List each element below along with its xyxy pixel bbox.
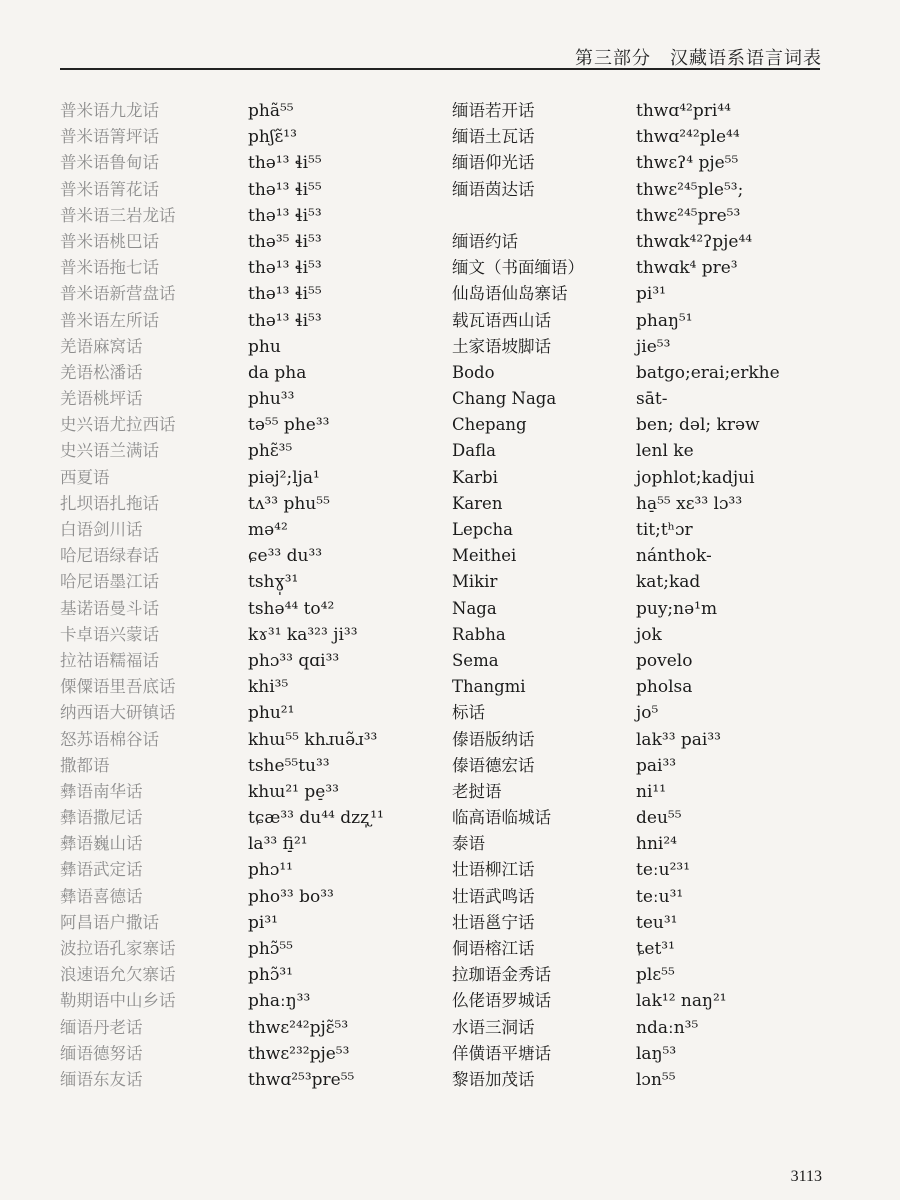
language-name-col_a-13: 史兴语尤拉西话 xyxy=(60,415,176,435)
language-name-col_c-33: 侗语榕江话 xyxy=(452,939,535,958)
word-form-col_b-25: khɯ⁵⁵ khɹuə̃ɹ³³ xyxy=(248,729,378,750)
word-form-col_d-27: ni¹¹ xyxy=(636,781,667,802)
word-form-col_d-13: ben; dəl; krəw xyxy=(636,415,760,436)
language-name-col_a-32: 阿昌语户撒话 xyxy=(60,912,159,932)
word-form-col_d-25: lak³³ pai³³ xyxy=(636,729,721,750)
language-name-col_a-11: 羌语松潘话 xyxy=(60,362,143,382)
word-form-col_d-11: batgo;erai;erkhe xyxy=(636,362,780,383)
language-name-col_a-38: 缅语东友话 xyxy=(60,1069,143,1089)
language-name-col_c-22: Sema xyxy=(452,650,499,670)
word-form-col_b-31: pho³³ bo³³ xyxy=(248,886,334,907)
language-name-col_c-16: Karen xyxy=(452,493,503,513)
word-form-col_d-19: kat;kad xyxy=(636,572,701,593)
language-name-col_a-37: 缅语德努话 xyxy=(60,1043,143,1063)
word-form-col_d-21: jok xyxy=(636,624,662,645)
language-name-col_a-23: 傈僳语里吾底话 xyxy=(60,677,176,697)
language-name-col_a-27: 彝语南华话 xyxy=(60,781,143,801)
word-form-col_d-5: thwɛ²⁴⁵pre⁵³ xyxy=(636,205,741,226)
word-form-col_b-38: thwɑ²⁵³pre⁵⁵ xyxy=(248,1069,355,1090)
language-name-col_c-36: 水语三洞话 xyxy=(452,1017,535,1037)
language-name-col_a-9: 普米语左所话 xyxy=(60,310,159,330)
word-form-col_b-18: ɕe³³ du³³ xyxy=(248,546,323,567)
word-form-col_d-23: pholsa xyxy=(636,677,693,698)
word-form-col_d-3: thwɛʔ⁴ pje⁵⁵ xyxy=(636,153,739,174)
language-name-col_a-22: 拉祜语糯福话 xyxy=(60,650,159,670)
language-name-col_a-4: 普米语箐花话 xyxy=(60,179,159,199)
language-name-col_a-25: 怒苏语棉谷话 xyxy=(60,729,159,749)
language-name-col_a-15: 西夏语 xyxy=(60,467,110,487)
language-name-col_a-5: 普米语三岩龙话 xyxy=(60,205,176,225)
language-name-col_c-26: 傣语德宏话 xyxy=(452,755,535,775)
word-form-col_b-27: khɯ²¹ pe̠³³ xyxy=(248,781,339,802)
language-name-col_a-31: 彝语喜德话 xyxy=(60,886,143,906)
language-name-col_a-28: 彝语撒尼话 xyxy=(60,808,143,828)
word-form-col_d-32: teu³¹ xyxy=(636,912,678,933)
word-form-col_d-15: jophlot;kadjui xyxy=(636,467,755,488)
word-form-col_b-11: da pha xyxy=(248,362,307,383)
word-form-col_b-30: phɔ¹¹ xyxy=(248,860,293,881)
word-form-col_d-34: plɛ⁵⁵ xyxy=(636,965,675,986)
word-form-col_b-16: tʌ³³ phu⁵⁵ xyxy=(248,493,330,514)
language-name-col_c-17: Lepcha xyxy=(452,520,513,539)
word-form-col_d-10: jie⁵³ xyxy=(636,336,671,357)
language-name-col_c-25: 傣语版纳话 xyxy=(452,729,535,749)
language-name-col_a-36: 缅语丹老话 xyxy=(60,1017,143,1037)
word-form-col_b-4: thə¹³ ɬi⁵⁵ xyxy=(248,179,322,200)
language-name-col_c-13: Chepang xyxy=(452,415,527,435)
language-name-col_c-11: Bodo xyxy=(452,362,495,382)
language-name-col_a-35: 勒期语中山乡话 xyxy=(60,991,176,1011)
word-form-col_b-29: la³³ fi̠²¹ xyxy=(248,834,308,855)
word-form-col_b-12: phu³³ xyxy=(248,389,295,410)
language-name-col_c-10: 土家语坡脚话 xyxy=(452,336,551,356)
language-name-col_c-35: 仫佬语罗城话 xyxy=(452,991,551,1011)
word-form-col_d-6: thwɑk⁴²ʔpje⁴⁴ xyxy=(636,231,753,252)
word-form-col_d-31: teːu³¹ xyxy=(636,886,684,907)
language-name-col_c-7: 缅文（书面缅语） xyxy=(452,258,584,278)
language-name-col_c-20: Naga xyxy=(452,598,497,618)
column-forms-left xyxy=(248,98,438,1093)
word-form-col_b-21: kɤ³¹ ka³²³ ji³³ xyxy=(248,624,358,645)
language-name-col_c-8: 仙岛语仙岛寨话 xyxy=(452,284,568,304)
word-form-col_b-19: tshɣ̩³¹ xyxy=(248,572,299,593)
word-form-col_d-18: nánthok- xyxy=(636,546,712,567)
language-name-col_c-4: 缅语茵达话 xyxy=(452,179,535,199)
word-form-col_d-29: hni²⁴ xyxy=(636,834,677,855)
word-form-col_b-15: piəj²;lja¹ xyxy=(248,467,320,488)
language-name-col_c-5 xyxy=(452,203,622,229)
word-form-col_d-1: thwɑ⁴²pri⁴⁴ xyxy=(636,101,731,121)
word-form-col_b-1: phã⁵⁵ xyxy=(248,101,294,121)
word-form-col_b-33: phɔ̃⁵⁵ xyxy=(248,939,293,959)
language-name-col_c-21: Rabha xyxy=(452,624,506,644)
language-name-col_a-34: 浪速语允欠寨话 xyxy=(60,965,176,985)
page-number: 3113 xyxy=(790,1168,822,1185)
language-name-col_c-24: 标话 xyxy=(452,703,485,723)
language-name-col_c-6: 缅语约话 xyxy=(452,231,518,251)
word-form-col_b-5: thə¹³ ɬi⁵³ xyxy=(248,205,322,226)
word-form-col_d-9: phaŋ⁵¹ xyxy=(636,310,693,331)
word-form-col_b-28: tɕæ³³ du⁴⁴ dzʐ̩¹¹ xyxy=(248,808,384,829)
language-name-col_c-32: 壮语邕宁话 xyxy=(452,912,535,932)
word-form-col_d-4: thwɛ²⁴⁵ple⁵³; xyxy=(636,179,744,200)
word-form-col_d-16: ha̠⁵⁵ xɛ³³ lɔ³³ xyxy=(636,493,743,514)
word-form-col_b-22: phɔ³³ qɑi³³ xyxy=(248,650,340,671)
word-form-col_b-9: thə¹³ ɬi⁵³ xyxy=(248,310,322,331)
word-form-col_d-36: ndaːn³⁵ xyxy=(636,1017,699,1038)
language-name-col_c-38: 黎语加茂话 xyxy=(452,1069,535,1089)
word-form-col_b-7: thə¹³ ɬi⁵³ xyxy=(248,258,322,279)
language-name-col_c-1: 缅语若开话 xyxy=(452,101,535,120)
language-name-col_c-30: 壮语柳江话 xyxy=(452,860,535,880)
word-form-col_b-10: phu xyxy=(248,336,281,357)
language-name-col_a-12: 羌语桃坪话 xyxy=(60,389,143,409)
language-name-col_c-27: 老挝语 xyxy=(452,781,502,801)
language-name-col_c-19: Mikir xyxy=(452,572,498,592)
language-name-col_a-26: 撒都语 xyxy=(60,755,110,775)
word-form-col_b-26: tshe⁵⁵tu³³ xyxy=(248,755,330,776)
language-name-col_c-9: 载瓦语西山话 xyxy=(452,310,551,330)
word-form-col_d-17: tit;tʰɔr xyxy=(636,520,693,540)
language-name-col_a-10: 羌语麻窝话 xyxy=(60,336,143,356)
column-language-names-left xyxy=(60,98,240,1093)
word-form-col_b-32: pi³¹ xyxy=(248,912,278,933)
language-name-col_a-21: 卡卓语兴蒙话 xyxy=(60,624,159,644)
language-name-col_a-16: 扎坝语扎拖话 xyxy=(60,493,159,513)
word-form-col_d-37: laŋ⁵³ xyxy=(636,1043,677,1064)
language-name-col_a-33: 波拉语孔家寨话 xyxy=(60,939,176,958)
word-form-col_b-20: tshə⁴⁴ to⁴² xyxy=(248,598,335,619)
running-header: 第三部分 汉藏语系语言词表 xyxy=(575,48,822,69)
language-name-col_a-29: 彝语巍山话 xyxy=(60,834,143,854)
language-name-col_c-23: Thangmi xyxy=(452,677,526,697)
word-form-col_b-24: phu²¹ xyxy=(248,703,295,724)
language-name-col_a-18: 哈尼语绿春话 xyxy=(60,546,159,566)
word-form-col_d-24: jo⁵ xyxy=(636,703,659,724)
word-form-col_b-34: phɔ̃³¹ xyxy=(248,965,293,986)
language-name-col_c-28: 临高语临城话 xyxy=(452,808,551,828)
word-form-col_b-13: tə⁵⁵ phe³³ xyxy=(248,415,330,436)
word-form-col_b-23: khi³⁵ xyxy=(248,677,289,698)
language-name-col_c-12: Chang Naga xyxy=(452,389,557,409)
language-name-col_c-18: Meithei xyxy=(452,546,517,566)
language-name-col_c-2: 缅语土瓦话 xyxy=(452,127,535,147)
language-name-col_a-19: 哈尼语墨江话 xyxy=(60,572,159,592)
word-form-col_b-37: thwɛ²³²pje⁵³ xyxy=(248,1043,350,1064)
language-name-col_a-2: 普米语箐坪话 xyxy=(60,127,159,147)
language-name-col_c-34: 拉珈语金秀话 xyxy=(452,965,551,985)
word-form-col_d-22: povelo xyxy=(636,650,693,671)
column-forms-right xyxy=(636,98,836,1093)
language-name-col_c-3: 缅语仰光话 xyxy=(452,153,535,173)
language-name-col_a-20: 基诺语曼斗话 xyxy=(60,598,159,618)
language-name-col_a-24: 纳西语大研镇话 xyxy=(60,703,176,723)
word-form-col_b-36: thwɛ²⁴²pjɛ̃⁵³ xyxy=(248,1017,349,1038)
language-name-col_c-14: Dafla xyxy=(452,441,496,461)
word-form-col_d-2: thwɑ²⁴²ple⁴⁴ xyxy=(636,127,740,148)
word-form-col_b-17: mə⁴² xyxy=(248,520,288,540)
language-name-col_a-8: 普米语新营盘话 xyxy=(60,284,176,304)
word-form-col_d-33: ȶet³¹ xyxy=(636,939,675,959)
language-name-col_a-17: 白语剑川话 xyxy=(60,520,143,539)
word-form-col_d-7: thwɑk⁴ pre³ xyxy=(636,258,738,279)
language-name-col_a-3: 普米语鲁甸话 xyxy=(60,153,159,173)
header-rule xyxy=(60,68,820,70)
language-name-col_a-7: 普米语拖七话 xyxy=(60,258,159,278)
column-language-names-right xyxy=(452,98,622,1093)
word-form-col_b-2: phʃɛ̃¹³ xyxy=(248,127,297,148)
word-form-col_b-6: thə³⁵ ɬi⁵³ xyxy=(248,231,322,252)
word-form-col_d-14: lenl ke xyxy=(636,441,694,462)
word-form-col_d-35: lak¹² naŋ²¹ xyxy=(636,991,727,1012)
language-name-col_a-30: 彝语武定话 xyxy=(60,860,143,880)
word-form-col_d-30: teːu²³¹ xyxy=(636,860,691,881)
word-form-col_d-12: sāt- xyxy=(636,389,668,410)
language-name-col_c-29: 泰语 xyxy=(452,834,485,854)
word-form-col_d-38: lɔn⁵⁵ xyxy=(636,1069,676,1090)
word-form-col_b-14: phɛ̃³⁵ xyxy=(248,441,293,462)
language-name-col_a-6: 普米语桃巴话 xyxy=(60,231,159,251)
word-form-col_d-28: deu⁵⁵ xyxy=(636,808,682,829)
word-form-col_b-35: phaːŋ³³ xyxy=(248,991,311,1012)
language-name-col_a-14: 史兴语兰满话 xyxy=(60,441,159,461)
language-name-col_c-37: 佯僙语平塘话 xyxy=(452,1043,551,1063)
language-name-col_a-1: 普米语九龙话 xyxy=(60,101,159,120)
word-form-col_d-26: pai³³ xyxy=(636,755,677,776)
word-form-col_b-3: thə¹³ ɬi⁵⁵ xyxy=(248,153,322,174)
word-form-col_b-8: thə¹³ ɬi⁵⁵ xyxy=(248,284,322,305)
language-name-col_c-31: 壮语武鸣话 xyxy=(452,886,535,906)
language-name-col_c-15: Karbi xyxy=(452,467,498,487)
word-form-col_d-20: puy;nə¹m xyxy=(636,598,718,619)
word-form-col_d-8: pi³¹ xyxy=(636,284,666,305)
